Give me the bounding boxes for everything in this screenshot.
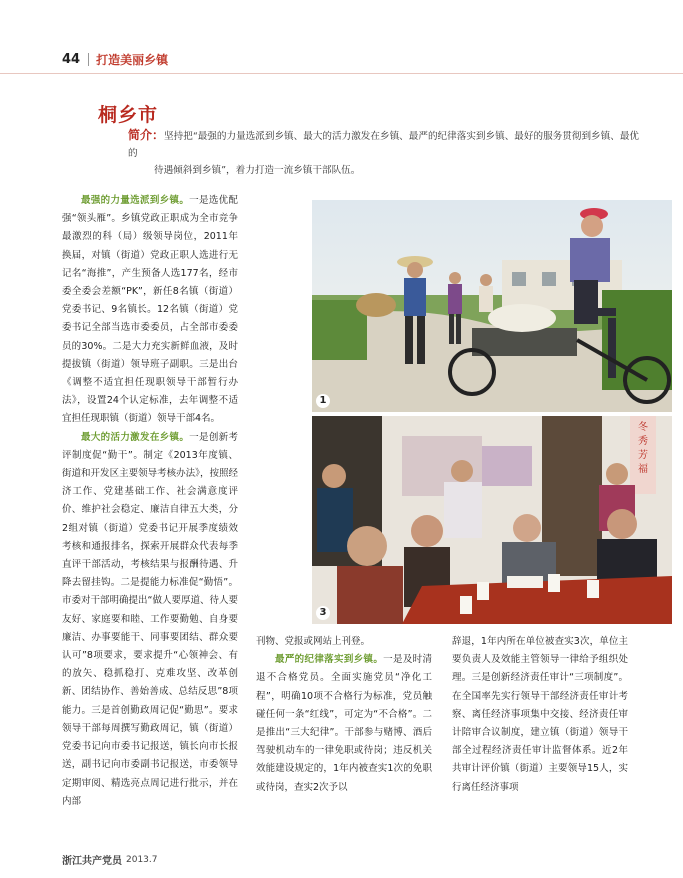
article-title: 桐乡市	[98, 104, 159, 126]
photo-number: 3	[316, 606, 330, 620]
paragraph-text: 三是创新经济责任审计“三项制度”。在全国率先实行领导干部经济责任审计考察、离任经济事项集中交接、经济责任审计陪审合议制度，建立镇（街道）领导干部全过程经济责任审计监督体系。近2年共审计评价镇（街道）主要领导15人，实行离任经济事项	[452, 672, 628, 793]
paragraph-text: 一是选优配强“领头雁”。乡镇党政正职成为全市竞争最激烈的科（局）级领导岗位，2011年换届，对镇（街道）党政正职人选进行无记名“海推”，产生预备人选177名，经市委全委会差额“PK”，新任8名镇（街道）党委书记、9名镇长。12名镇（街道）党委书记全部当选市委委员，占全部市委委员的30%。二是大力充实新鲜血液，及时提拔镇（街道）领导班子副职。三是出台《调整不适宜担任现职领导干部暂行办法》，设置24个认定标准，去年调整不适宜担任现职镇（街道）领导干部4名。	[62, 195, 238, 425]
header-divider	[88, 53, 89, 66]
column-3	[452, 633, 628, 797]
continued-text: 刊物、党报或网站上刊登。	[256, 636, 371, 647]
page-footer	[62, 852, 158, 867]
paragraph-heading: 最强的力量选派到乡镇。	[81, 195, 190, 206]
banner-glyph: 冬秀芳福	[638, 422, 648, 475]
photo-meeting-room	[312, 416, 672, 624]
header-rule	[0, 73, 683, 74]
intro-line-2: 待遇倾斜到乡镇”，着力打造一流乡镇干部队伍。	[154, 165, 361, 176]
running-header	[62, 50, 168, 68]
intro-label: 简介：	[128, 128, 165, 142]
intro-line-1: 坚持把“最强的力量选派到乡镇、最大的活力激发在乡镇、最严的纪律落实到乡镇、最好的服务贯彻到乡镇、最优的	[128, 131, 640, 159]
column-1	[62, 192, 238, 811]
paragraph-strictest-discipline	[256, 651, 432, 797]
continued-sentence: 辞退，1年内所在单位被查实3次，单位主要负责人及效能主管领导一律给予组织处理。	[452, 636, 628, 684]
paragraph-text: 一是创新考评制度促“勤干”。制定《2013年度镇、街道和开发区主要领导考核办法》，按照经济工作、党建基础工作、社会满意度评价、维护社会稳定、廉洁自律五大类，分2组对镇（街道）党委书记开展季度绩效考核和通报排名，探索开展群众代表每季直评干部活动，考核结果与报酬待遇、升降去留挂钩。二是提能力标准促“勤悟”。市委对干部明确提出“做人要厚道、待人要友好、家庭要和睦、工作要勤勉、自身要廉洁、办事要能干、同事要团结、群众要认可”8项要求，要求提升“心领神会、有的放矢、稳抓稳打、克难攻坚、改革创新、团结协作、善始善成、总结反思”8项能力。三是首创勤政周记促“勤思”。要求领导干部每周撰写勤政周记，镇（街道）党委书记向市委书记报送，镇长向市长报送，副书记向市委副书记报送，市委领导定期审阅、精选亮点周记进行批示，并在内部	[62, 431, 238, 807]
section-name: 打造美丽乡镇	[96, 52, 169, 67]
photo-3-illustration	[312, 416, 672, 624]
magazine-name: 浙江共产党员	[62, 856, 122, 867]
paragraph-text: 一是及时清退不合格党员。全面实施党员“净化工程”，明确10项不合格行为标准，党员触碰任何一条“红线”，可定为“不合格”。二是推出“三大纪律”。干部参与赌博、酒后驾驶机动车的一律免职或待岗；违反机关效能建设规定的，1年内被查实1次的免职或待岗，查实2次予以	[256, 654, 432, 793]
issue-number: 2013.7	[126, 854, 158, 865]
paragraph-heading: 最大的活力激发在乡镇。	[81, 431, 190, 443]
page-number: 44	[62, 51, 81, 67]
article-intro	[128, 127, 648, 179]
paragraph-heading: 最严的纪律落实到乡镇。	[275, 654, 384, 666]
continued-text	[452, 633, 628, 797]
photo-1-illustration	[312, 200, 672, 412]
paragraph-greatest-vitality	[62, 429, 238, 811]
column-2	[256, 633, 432, 797]
photo-number: 1	[316, 394, 330, 408]
paragraph-strongest-force	[62, 192, 238, 429]
photo-cargo-tricycle	[312, 200, 672, 412]
